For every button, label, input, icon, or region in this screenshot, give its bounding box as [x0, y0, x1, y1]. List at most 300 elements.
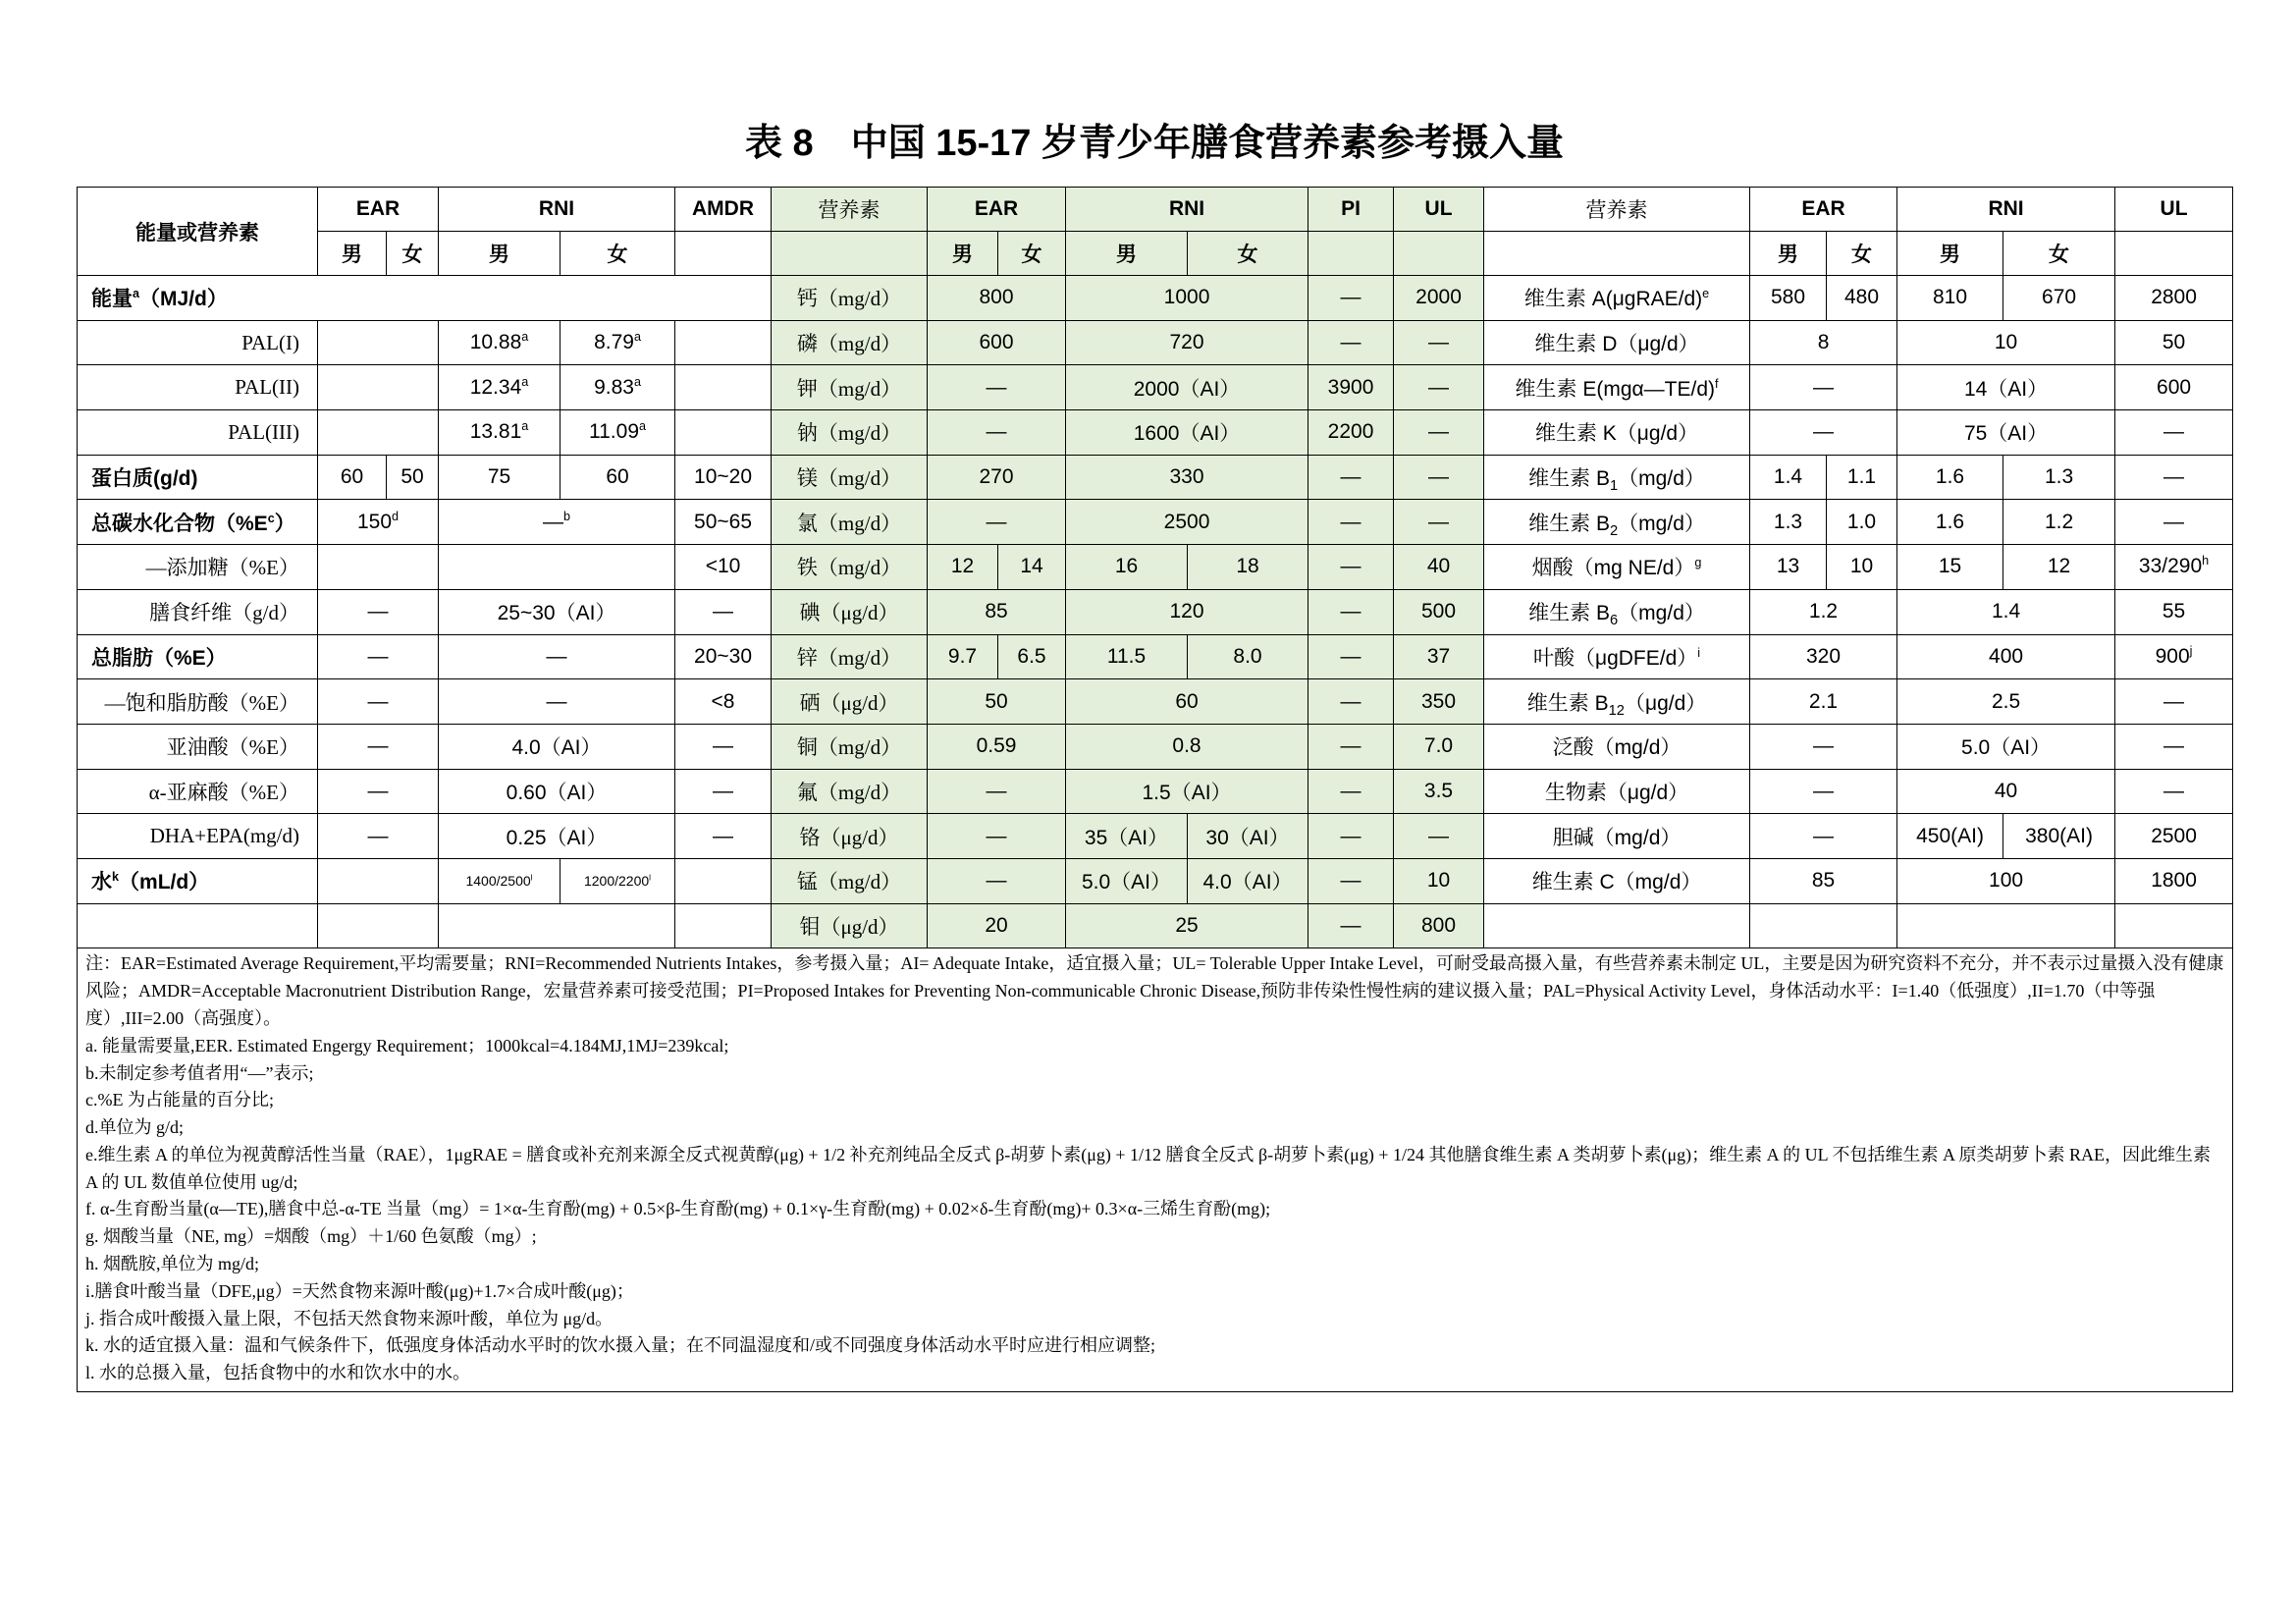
right-name-cell: 维生素 D（μg/d） [1484, 320, 1750, 365]
right-ear-cell: 2.1 [1750, 679, 1897, 725]
right-name-cell: 生物素（μg/d） [1484, 769, 1750, 814]
mid-pi-cell: 2200 [1308, 410, 1394, 456]
right-ul-cell: 1800 [2115, 858, 2233, 903]
header-row-sex [78, 232, 2233, 276]
note-d: d.单位为 g/d; [85, 1117, 185, 1138]
right-ear-female-cell: 10 [1827, 545, 1897, 590]
mid-rni-female-cell: 30（AI） [1188, 814, 1308, 859]
cell-text: 维生素 B [1528, 512, 1611, 535]
left-name-cell: PAL(III) [78, 410, 318, 456]
left-ear-cell [318, 500, 439, 545]
mid-ul-cell: — [1394, 365, 1484, 410]
right-ul-cell: 600 [2115, 365, 2233, 410]
cell-text: 维生素 B [1528, 467, 1611, 491]
mid-rni-cell: 2000（AI） [1066, 365, 1308, 410]
right-name-cell: 维生素 K（μg/d） [1484, 410, 1750, 456]
mid-rni-cell: 720 [1066, 320, 1308, 365]
mid-name-cell: 钙（mg/d） [772, 276, 928, 321]
right-rni-male-cell: 15 [1897, 545, 2003, 590]
right-rni-cell: 2.5 [1897, 679, 2115, 725]
left-name-cell: —饱和脂肪酸（%E） [78, 679, 318, 725]
right-name-cell [1484, 276, 1750, 321]
cell-text: 维生素 E(mgα—TE/d) [1515, 377, 1716, 401]
left-rni-cell: 0.60（AI） [439, 769, 675, 814]
mid-ul-cell: 37 [1394, 634, 1484, 679]
footnote-marker: e [1702, 287, 1710, 301]
left-name-cell: PAL(II) [78, 365, 318, 410]
right-ul-cell: 2500 [2115, 814, 2233, 859]
mid-ear-cell: 600 [928, 320, 1066, 365]
mid-ear-cell: — [928, 410, 1066, 456]
mid-rni-male-cell: 35（AI） [1066, 814, 1188, 859]
right-name-cell [1484, 903, 1750, 948]
footnote-marker: g [1694, 556, 1702, 570]
mid-nutrient-empty-header [772, 232, 928, 276]
note-l: l. 水的总摄入量，包括食物中的水和饮水中的水。 [85, 1363, 470, 1383]
cell-text: 9.83 [594, 375, 634, 399]
left-ear-cell: — [318, 769, 439, 814]
note-c: c.%E 为占能量的百分比; [85, 1090, 274, 1110]
right-ear-cell: 320 [1750, 634, 1897, 679]
left-rni-male-header: 男 [439, 232, 561, 276]
left-ear-cell [318, 365, 439, 410]
footnote-marker: c [267, 511, 275, 525]
left-rni-cell [439, 545, 675, 590]
table-body [78, 276, 2233, 948]
mid-rni-cell: 2500 [1066, 500, 1308, 545]
left-rni-female-cell [561, 320, 675, 365]
table-row [78, 634, 2233, 679]
note-main: 注：EAR=Estimated Average Requirement,平均需要量；RNI=Recommended Nutrients Intakes，参考摄入量；AI= Adequate Intake，适宜摄入量；UL= Tolerable Upper Intake Level，可耐受最高摄入量，有些营养素未制定 UL，主要是因为研究资料不充分，并不表示过量摄入没有健康风险；AMDR=Acceptable Macronutrient Distribution Range，宏量营养素可接受范围；PI=Proposed Intakes for Preventing Non-communicable Chronic Disease,预防非传染性慢性病的建议摄入量；PAL=Physical Activity Level，身体活动水平：I=1.40（低强度）,II=1.70（中等强度）,III=2.00（高强度）。 [85, 953, 2224, 1028]
footnote-marker: a [633, 374, 641, 389]
footnote-marker: a [521, 330, 529, 345]
left-rni-cell: 4.0（AI） [439, 724, 675, 769]
left-ear-female-cell: 50 [387, 455, 439, 500]
table-row [78, 320, 2233, 365]
mid-name-cell: 铬（μg/d） [772, 814, 928, 859]
mid-ul-cell: 350 [1394, 679, 1484, 725]
mid-rni-female-cell: 4.0（AI） [1188, 858, 1308, 903]
right-ul-cell: — [2115, 455, 2233, 500]
mid-name-cell: 锌（mg/d） [772, 634, 928, 679]
right-nutrient-empty-header [1484, 232, 1750, 276]
right-ear-cell: — [1750, 814, 1897, 859]
mid-rni-cell: 120 [1066, 589, 1308, 634]
right-ear-cell: — [1750, 724, 1897, 769]
right-rni-cell: 1.4 [1897, 589, 2115, 634]
cell-text: 13.81 [469, 420, 522, 444]
mid-ear-header: EAR [928, 188, 1066, 232]
cell-text: 1200/2200 [583, 873, 650, 890]
right-rni-male-cell: 1.6 [1897, 500, 2003, 545]
cell-text: 水 [91, 871, 112, 894]
right-name-cell [1484, 545, 1750, 590]
left-rni-cell: 25~30（AI） [439, 589, 675, 634]
right-ul-cell [2115, 634, 2233, 679]
table-row [78, 276, 2233, 321]
note-e: e.维生素 A 的单位为视黄醇活性当量（RAE），1μgRAE = 膳食或补充剂来源全反式视黄醇(μg) + 1/2 补充剂纯品全反式 β-胡萝卜素(μg) + 1/12 膳食全反式 β-胡萝卜素(μg) + 1/24 其他膳食维生素 A 类胡萝卜素(μg)；维生素 A 的 UL 不包括维生素 A 原类胡萝卜素 RAE，因此维生素 A 的 UL 数值单位使用 ug/d; [85, 1144, 2211, 1192]
right-ear-cell: — [1750, 365, 1897, 410]
right-ul-header: UL [2115, 188, 2233, 232]
footnotes [78, 948, 2233, 1392]
left-name-cell: 蛋白质(g/d) [78, 455, 318, 500]
note-k: k. 水的适宜摄入量：温和气候条件下，低强度身体活动水平时的饮水摄入量；在不同温湿度和/或不同强度身体活动水平时应进行相应调整; [85, 1335, 1155, 1356]
right-rni-cell: 10 [1897, 320, 2115, 365]
right-ear-cell: 85 [1750, 858, 1897, 903]
mid-ear-cell: 85 [928, 589, 1066, 634]
right-rni-male-cell: 450(AI) [1897, 814, 2003, 859]
mid-ul-cell: 2000 [1394, 276, 1484, 321]
mid-pi-cell: — [1308, 500, 1394, 545]
right-ear-male-cell: 13 [1750, 545, 1827, 590]
pi-header: PI [1308, 188, 1394, 232]
left-name-cell: α-亚麻酸（%E） [78, 769, 318, 814]
right-ear-cell: — [1750, 769, 1897, 814]
mid-pi-cell: — [1308, 455, 1394, 500]
left-ear-cell: — [318, 724, 439, 769]
right-rni-cell: 5.0（AI） [1897, 724, 2115, 769]
right-rni-cell: 100 [1897, 858, 2115, 903]
cell-text: （μg/d） [1624, 691, 1707, 715]
mid-nutrient-header: 营养素 [772, 188, 928, 232]
left-rni-female-cell [561, 858, 675, 903]
footnote-marker: b [563, 509, 571, 523]
mid-pi-cell: — [1308, 769, 1394, 814]
right-ear-male-header: 男 [1750, 232, 1827, 276]
note-g: g. 烟酸当量（NE, mg）=烟酸（mg）＋1/60 色氨酸（mg）; [85, 1226, 537, 1247]
left-rni-cell: 0.25（AI） [439, 814, 675, 859]
right-ear-cell: 1.2 [1750, 589, 1897, 634]
mid-rni-cell: 1.5（AI） [1066, 769, 1308, 814]
mid-ear-cell: 270 [928, 455, 1066, 500]
right-ear-male-cell: 1.3 [1750, 500, 1827, 545]
left-amdr-cell [675, 365, 772, 410]
note-h: h. 烟酰胺,单位为 mg/d; [85, 1254, 260, 1274]
note-b: b.未制定参考值者用“—”表示; [85, 1062, 314, 1083]
left-rni-cell [439, 500, 675, 545]
mid-name-cell: 碘（μg/d） [772, 589, 928, 634]
right-rni-cell: 14（AI） [1897, 365, 2115, 410]
right-ear-header: EAR [1750, 188, 1897, 232]
note-i: i.膳食叶酸当量（DFE,μg）=天然食物来源叶酸(μg)+1.7×合成叶酸(μg)； [85, 1280, 634, 1301]
mid-ul-cell: 10 [1394, 858, 1484, 903]
amdr-header: AMDR [675, 188, 772, 232]
cell-text: 维生素 A(μgRAE/d) [1523, 288, 1703, 311]
right-rni-cell: 75（AI） [1897, 410, 2115, 456]
left-rni-male-cell [439, 858, 561, 903]
left-amdr-cell: — [675, 724, 772, 769]
right-rni-female-cell: 380(AI) [2003, 814, 2115, 859]
table-row [78, 679, 2233, 725]
footnote-marker: a [633, 330, 641, 345]
table-row [78, 814, 2233, 859]
mid-ul-header: UL [1394, 188, 1484, 232]
cell-text: （mg/d） [1618, 512, 1705, 535]
footnote-marker: a [521, 419, 529, 434]
right-ul-cell: — [2115, 679, 2233, 725]
table-row [78, 545, 2233, 590]
mid-pi-cell: — [1308, 545, 1394, 590]
amdr-empty-header [675, 232, 772, 276]
left-rni-cell: — [439, 634, 675, 679]
left-ear-cell [318, 903, 439, 948]
subscript: 2 [1610, 522, 1619, 539]
right-ear-female-cell: 480 [1827, 276, 1897, 321]
subscript: 6 [1610, 613, 1619, 629]
mid-rni-female-header: 女 [1188, 232, 1308, 276]
mid-ul-cell: — [1394, 814, 1484, 859]
mid-ul-cell: — [1394, 320, 1484, 365]
right-name-cell [1484, 365, 1750, 410]
left-ear-male-header: 男 [318, 232, 387, 276]
right-name-cell [1484, 589, 1750, 634]
mid-rni-female-cell: 8.0 [1188, 634, 1308, 679]
right-ul-cell: — [2115, 410, 2233, 456]
right-nutrient-header: 营养素 [1484, 188, 1750, 232]
mid-ear-male-cell: 9.7 [928, 634, 998, 679]
right-rni-female-cell: 1.3 [2003, 455, 2115, 500]
footnote-marker: a [133, 287, 140, 301]
footnote-marker: l [649, 872, 652, 883]
subscript: 1 [1610, 478, 1619, 495]
note-f: f. α-生育酚当量(α—TE),膳食中总-α-TE 当量（mg）= 1×α-生育酚(mg) + 0.5×β-生育酚(mg) + 0.1×γ-生育酚(mg) + 0.02×δ-生育酚(mg)+ 0.3×α-三烯生育酚(mg); [85, 1199, 1271, 1219]
footnote-marker: i [1697, 645, 1701, 660]
mid-rni-female-cell: 18 [1188, 545, 1308, 590]
left-amdr-cell [675, 903, 772, 948]
left-amdr-cell [675, 858, 772, 903]
left-amdr-cell: <10 [675, 545, 772, 590]
mid-rni-cell: 330 [1066, 455, 1308, 500]
energy-or-nutrient-header: 能量或营养素 [78, 188, 318, 276]
cell-text: （MJ/d） [139, 288, 228, 311]
left-ear-cell: — [318, 634, 439, 679]
left-ear-header: EAR [318, 188, 439, 232]
left-amdr-cell [675, 320, 772, 365]
left-amdr-cell: — [675, 589, 772, 634]
left-ear-cell [318, 320, 439, 365]
right-rni-female-header: 女 [2003, 232, 2115, 276]
mid-pi-cell: — [1308, 276, 1394, 321]
mid-ear-male-cell: 12 [928, 545, 998, 590]
left-amdr-cell: 20~30 [675, 634, 772, 679]
cell-text: 维生素 B [1526, 691, 1609, 715]
right-rni-male-header: 男 [1897, 232, 2003, 276]
right-name-cell [1484, 500, 1750, 545]
left-rni-male-cell [439, 410, 561, 456]
table-row [78, 410, 2233, 456]
mid-name-cell: 氯（mg/d） [772, 500, 928, 545]
table-row [78, 858, 2233, 903]
table-row [78, 365, 2233, 410]
left-rni-female-cell: 60 [561, 455, 675, 500]
left-amdr-cell: — [675, 814, 772, 859]
left-name-cell [78, 858, 318, 903]
footnote-marker: d [392, 509, 400, 523]
left-name-cell: 总脂肪（%E） [78, 634, 318, 679]
mid-rni-cell: 0.8 [1066, 724, 1308, 769]
right-ear-cell: — [1750, 410, 1897, 456]
right-rni-female-cell: 12 [2003, 545, 2115, 590]
footnote-marker: f [1715, 376, 1719, 391]
right-ear-cell [1750, 903, 1897, 948]
mid-ear-cell: 800 [928, 276, 1066, 321]
right-rni-cell: 40 [1897, 769, 2115, 814]
page-title: 表 8 中国 15-17 岁青少年膳食营养素参考摄入量 [745, 123, 1564, 164]
cell-text: （mg/d） [1618, 467, 1705, 491]
mid-rni-cell: 1000 [1066, 276, 1308, 321]
cell-text: 11.09 [589, 420, 639, 444]
mid-ul-cell: 7.0 [1394, 724, 1484, 769]
right-name-cell [1484, 455, 1750, 500]
cell-text: 1400/2500 [465, 873, 531, 890]
left-ear-cell: — [318, 814, 439, 859]
left-ear-cell: — [318, 679, 439, 725]
right-ear-female-cell: 1.1 [1827, 455, 1897, 500]
mid-pi-cell: — [1308, 858, 1394, 903]
subscript: 12 [1608, 702, 1625, 719]
footnote-marker: a [521, 374, 529, 389]
left-amdr-cell: 10~20 [675, 455, 772, 500]
mid-pi-cell: — [1308, 679, 1394, 725]
mid-ear-cell: — [928, 365, 1066, 410]
right-rni-male-cell: 810 [1897, 276, 2003, 321]
footnote-marker: l [530, 872, 533, 883]
mid-ear-female-cell: 14 [998, 545, 1066, 590]
mid-rni-male-cell: 5.0（AI） [1066, 858, 1188, 903]
mid-ear-cell: 20 [928, 903, 1066, 948]
left-rni-header: RNI [439, 188, 675, 232]
cell-text: ） [274, 512, 295, 535]
mid-rni-cell: 60 [1066, 679, 1308, 725]
mid-ul-empty-header [1394, 232, 1484, 276]
left-rni-cell [439, 903, 675, 948]
table-row [78, 500, 2233, 545]
header-row-top [78, 188, 2233, 232]
note-a: a. 能量需要量,EER. Estimated Engergy Requirement；1000kcal=4.184MJ,1MJ=239kcal; [85, 1035, 729, 1056]
notes-row [78, 948, 2233, 1392]
mid-name-cell: 钼（μg/d） [772, 903, 928, 948]
left-name-cell: DHA+EPA(mg/d) [78, 814, 318, 859]
right-ul-cell: — [2115, 500, 2233, 545]
note-j: j. 指合成叶酸摄入量上限，不包括天然食物来源叶酸，单位为 μg/d。 [85, 1308, 614, 1328]
right-ear-cell: 8 [1750, 320, 1897, 365]
footnote-marker: h [2202, 554, 2210, 568]
right-ul-cell: 55 [2115, 589, 2233, 634]
right-ul-cell [2115, 545, 2233, 590]
mid-name-cell: 钠（mg/d） [772, 410, 928, 456]
mid-pi-cell: — [1308, 320, 1394, 365]
mid-ul-cell: 500 [1394, 589, 1484, 634]
left-amdr-cell: <8 [675, 679, 772, 725]
right-ear-male-cell: 1.4 [1750, 455, 1827, 500]
left-name-cell: PAL(I) [78, 320, 318, 365]
mid-ear-female-header: 女 [998, 232, 1066, 276]
left-rni-female-cell [561, 410, 675, 456]
cell-text: 8.79 [594, 331, 634, 354]
table-row [78, 455, 2233, 500]
mid-pi-cell: — [1308, 814, 1394, 859]
left-name-cell: 膳食纤维（g/d） [78, 589, 318, 634]
right-rni-female-cell: 1.2 [2003, 500, 2115, 545]
mid-name-cell: 镁（mg/d） [772, 455, 928, 500]
right-rni-header: RNI [1897, 188, 2115, 232]
left-amdr-cell [675, 410, 772, 456]
left-ear-cell [318, 545, 439, 590]
right-rni-cell [1897, 903, 2115, 948]
mid-ul-cell: 3.5 [1394, 769, 1484, 814]
right-ear-male-cell: 580 [1750, 276, 1827, 321]
mid-pi-cell: — [1308, 724, 1394, 769]
footnote-marker: j [2189, 643, 2193, 658]
footnote-marker: a [639, 419, 647, 434]
cell-text: 维生素 B [1528, 602, 1611, 625]
right-ear-female-header: 女 [1827, 232, 1897, 276]
mid-rni-header: RNI [1066, 188, 1308, 232]
right-ul-empty-header [2115, 232, 2233, 276]
mid-pi-cell: — [1308, 634, 1394, 679]
right-ul-cell [2115, 903, 2233, 948]
mid-rni-male-header: 男 [1066, 232, 1188, 276]
mid-pi-cell: — [1308, 903, 1394, 948]
mid-ear-cell: 50 [928, 679, 1066, 725]
mid-ul-cell: 800 [1394, 903, 1484, 948]
left-name-cell [78, 276, 772, 321]
cell-text: （mL/d） [119, 871, 210, 894]
left-ear-cell [318, 858, 439, 903]
mid-name-cell: 磷（mg/d） [772, 320, 928, 365]
right-rni-cell: 400 [1897, 634, 2115, 679]
left-amdr-cell: — [675, 769, 772, 814]
mid-ear-cell: — [928, 769, 1066, 814]
cell-text: （mg/d） [1618, 602, 1705, 625]
mid-ul-cell: — [1394, 500, 1484, 545]
mid-ear-female-cell: 6.5 [998, 634, 1066, 679]
left-ear-male-cell: 60 [318, 455, 387, 500]
cell-text: 烟酸（mg NE/d） [1531, 557, 1695, 580]
right-rni-female-cell: 670 [2003, 276, 2115, 321]
mid-rni-cell: 1600（AI） [1066, 410, 1308, 456]
table-row [78, 589, 2233, 634]
cell-text: 900 [2155, 644, 2190, 668]
right-name-cell: 维生素 C（mg/d） [1484, 858, 1750, 903]
table-row [78, 724, 2233, 769]
mid-ear-cell: 0.59 [928, 724, 1066, 769]
right-name-cell: 泛酸（mg/d） [1484, 724, 1750, 769]
mid-rni-male-cell: 11.5 [1066, 634, 1188, 679]
left-rni-female-header: 女 [561, 232, 675, 276]
right-name-cell: 胆碱（mg/d） [1484, 814, 1750, 859]
cell-text: 能量 [91, 288, 133, 311]
left-ear-cell [318, 410, 439, 456]
mid-pi-cell: 3900 [1308, 365, 1394, 410]
mid-ear-cell: — [928, 858, 1066, 903]
mid-ul-cell: — [1394, 455, 1484, 500]
mid-ear-cell: — [928, 814, 1066, 859]
mid-pi-cell: — [1308, 589, 1394, 634]
footnote-marker: k [112, 870, 120, 885]
mid-name-cell: 硒（μg/d） [772, 679, 928, 725]
right-name-cell [1484, 634, 1750, 679]
mid-name-cell: 钾（mg/d） [772, 365, 928, 410]
mid-name-cell: 氟（mg/d） [772, 769, 928, 814]
pi-empty-header [1308, 232, 1394, 276]
left-rni-male-cell [439, 365, 561, 410]
mid-name-cell: 铁（mg/d） [772, 545, 928, 590]
mid-ul-cell: 40 [1394, 545, 1484, 590]
right-name-cell [1484, 679, 1750, 725]
left-rni-cell: — [439, 679, 675, 725]
mid-name-cell: 锰（mg/d） [772, 858, 928, 903]
